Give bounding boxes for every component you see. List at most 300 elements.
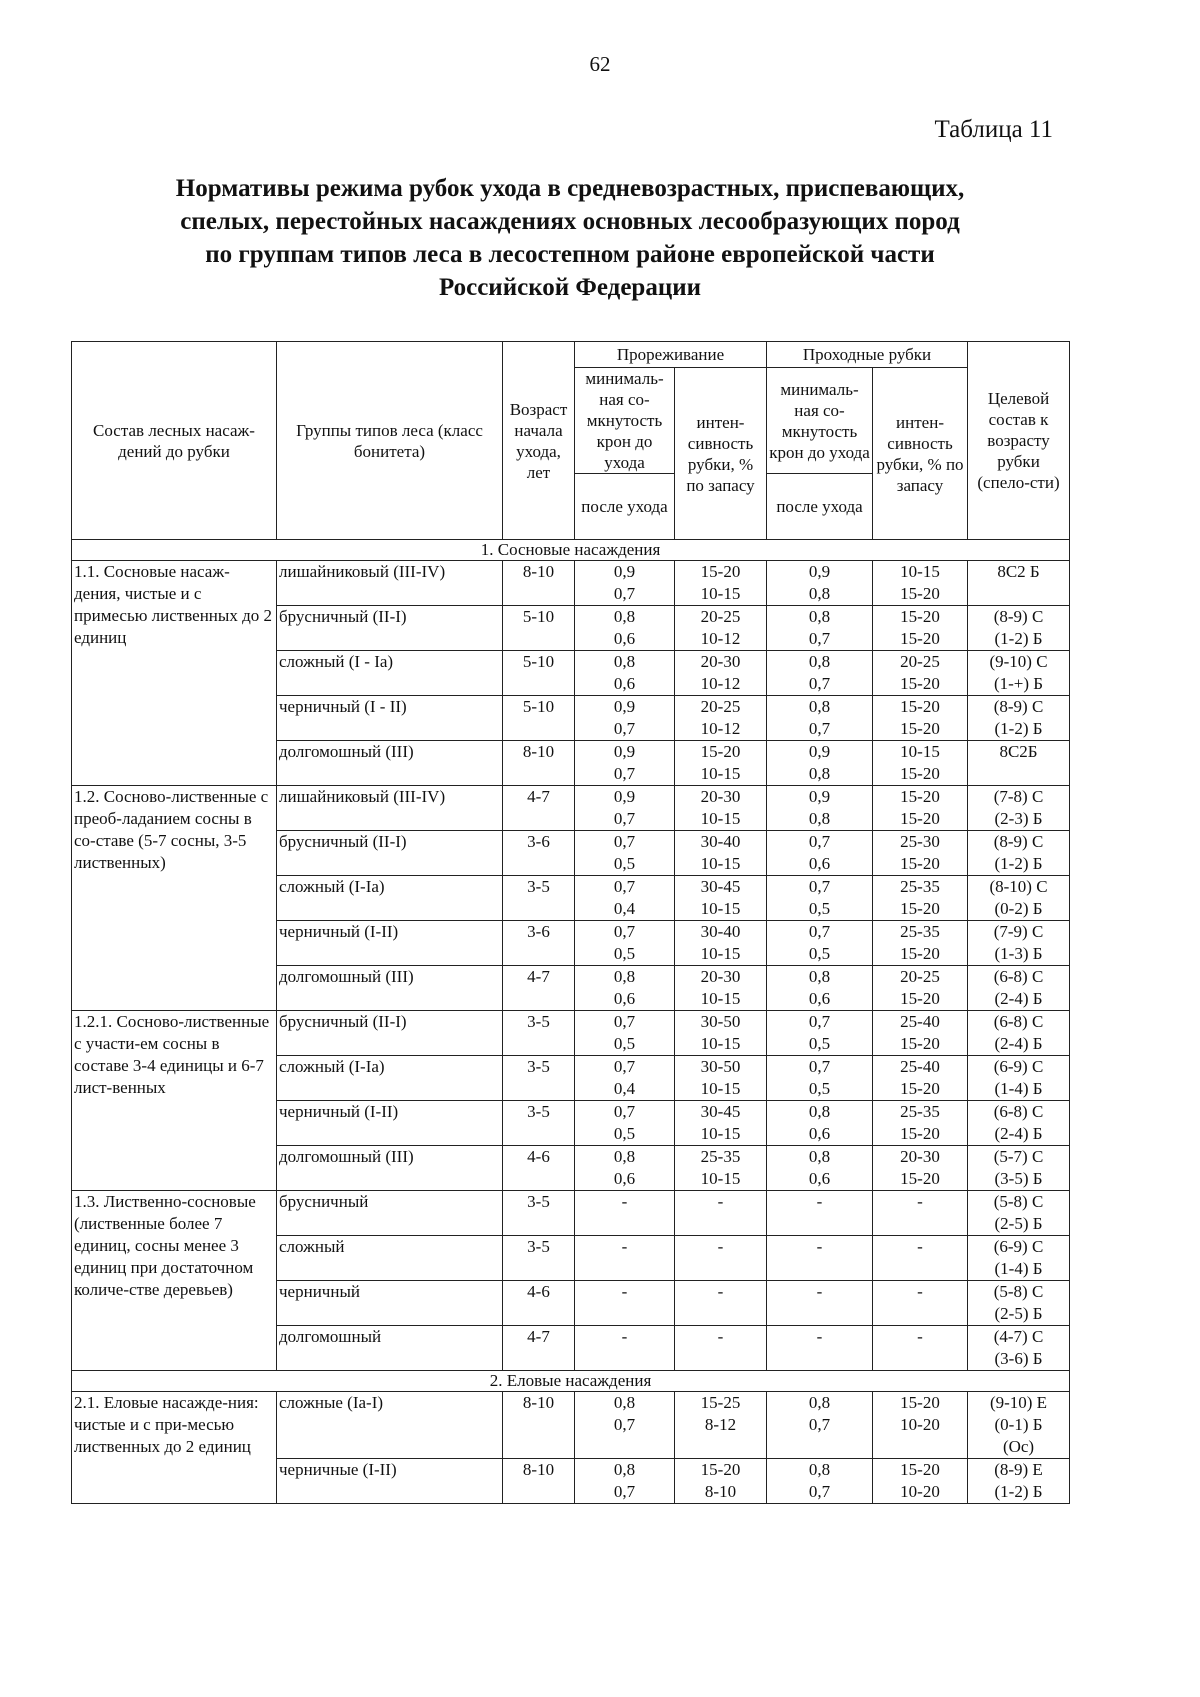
cell-value: (8-10) С [989, 877, 1048, 896]
thinning-intensity-cell [675, 1281, 767, 1326]
header-forest-types: Группы типов леса (класс бонитета) [277, 342, 503, 540]
passage-intensity-cell [873, 1101, 968, 1146]
cell-value: 25-35 [900, 1102, 940, 1121]
cell-value: 0,9 [613, 787, 636, 806]
cell-value: 10-15 [900, 742, 940, 761]
cell-value: 15-20 [900, 809, 940, 828]
start-age-cell: 8-10 [503, 741, 575, 786]
forest-type-cell: черничный (I-II) [277, 1101, 503, 1146]
passage-intensity-cell [873, 606, 968, 651]
cell-value [677, 1348, 764, 1370]
cell-value: - [816, 1192, 823, 1211]
passage-intensity-cell [873, 1326, 968, 1371]
start-age-cell: 4-6 [503, 1146, 575, 1191]
start-age-cell: 4-7 [503, 966, 575, 1011]
thinning-intensity-cell [675, 1191, 767, 1236]
forest-type-cell: черничный (I - II) [277, 696, 503, 741]
passage-density-cell [767, 1236, 873, 1281]
cell-value: 0,8 [613, 1460, 636, 1479]
start-age-cell: 4-6 [503, 1281, 575, 1326]
cell-value [875, 1348, 965, 1370]
cell-value: 0,8 [613, 607, 636, 626]
thinning-density-cell [575, 1392, 675, 1459]
start-age-cell: 8-10 [503, 561, 575, 606]
passage-density-cell [767, 1326, 873, 1371]
thinning-intensity-cell [675, 1236, 767, 1281]
table-row [72, 561, 1070, 606]
cell-value: (6-9) С [993, 1237, 1044, 1256]
table-row [72, 786, 1070, 831]
cell-value: 0,8 [808, 1393, 831, 1412]
target-composition-cell [968, 1146, 1070, 1191]
passage-density-cell [767, 606, 873, 651]
cell-value: 0,5 [613, 1124, 636, 1143]
start-age-cell: 4-7 [503, 786, 575, 831]
target-composition-cell [968, 561, 1070, 606]
composition-cell: 1.2. Сосново-лиственные с преоб-ладанием сосны в со-ставе (5-7 сосны, 3-5 лиственных) [72, 786, 277, 1011]
cell-value [577, 1436, 672, 1458]
cell-value: 10-20 [900, 1415, 940, 1434]
passage-density-cell [767, 1146, 873, 1191]
cell-value: 15-20 [700, 1460, 741, 1479]
forest-type-cell: лишайниковый (III-IV) [277, 786, 503, 831]
passage-density-cell [767, 876, 873, 921]
cell-value [677, 1213, 764, 1235]
cell-value: - [816, 1237, 823, 1256]
cell-value: 0,7 [808, 1415, 831, 1434]
cell-value [769, 1436, 870, 1458]
thinning-density-cell [575, 1281, 675, 1326]
thinning-intensity-cell [675, 1011, 767, 1056]
composition-cell: 1.2.1. Сосново-лиственные с участи-ем сосны в составе 3-4 единицы и 6-7 лист-венных [72, 1011, 277, 1191]
thinning-density-cell [575, 1011, 675, 1056]
cell-value: 0,5 [613, 1034, 636, 1053]
cell-value: 0,4 [613, 1079, 636, 1098]
cell-value: 0,7 [613, 877, 636, 896]
thinning-density-cell [575, 1101, 675, 1146]
cell-value: 25-35 [900, 877, 940, 896]
thinning-density-cell [575, 786, 675, 831]
passage-intensity-cell [873, 741, 968, 786]
target-composition-cell [968, 741, 1070, 786]
cell-value: (7-9) С [993, 922, 1044, 941]
cell-value: 8С2Б [999, 742, 1038, 761]
forest-type-cell: долгомошный [277, 1326, 503, 1371]
cell-value: 30-45 [700, 877, 741, 896]
start-age-cell: 5-10 [503, 606, 575, 651]
target-composition-cell [968, 1011, 1070, 1056]
cell-value: - [621, 1192, 628, 1211]
cell-value: (2-4) Б [994, 989, 1043, 1008]
cell-value: 30-50 [700, 1012, 741, 1031]
cell-value: 15-20 [900, 697, 940, 716]
cell-value: 0,9 [808, 742, 831, 761]
title-line: Нормативы режима рубок ухода в средневозрастных, приспевающих, [175, 175, 965, 202]
cell-value: (1-2) Б [994, 719, 1043, 738]
thinning-density-cell [575, 966, 675, 1011]
cell-value: 10-20 [900, 1482, 940, 1501]
cell-value: 10-15 [700, 1034, 741, 1053]
page-number: 62 [589, 52, 611, 76]
header-composition: Состав лесных насаж-дений до рубки [72, 342, 277, 540]
cell-value: - [621, 1282, 628, 1301]
cell-value: 0,7 [808, 922, 831, 941]
cell-value: 0,7 [613, 832, 636, 851]
cell-value: 0,8 [808, 967, 831, 986]
cell-value: 0,6 [808, 854, 831, 873]
cell-value: 0,7 [613, 809, 636, 828]
cell-value: - [717, 1282, 724, 1301]
cell-value: (9-10) С [989, 652, 1048, 671]
cell-value: 30-40 [700, 832, 741, 851]
passage-density-cell [767, 1191, 873, 1236]
norms-table [71, 341, 1070, 1504]
header-thinning: Прореживание [575, 342, 767, 368]
forest-type-cell: брусничный [277, 1191, 503, 1236]
thinning-intensity-cell [675, 1392, 767, 1459]
cell-value: (3-5) Б [994, 1169, 1043, 1188]
cell-value: 15-20 [900, 764, 940, 783]
cell-value: 0,8 [808, 584, 831, 603]
thinning-density-cell [575, 651, 675, 696]
cell-value: 15-20 [900, 1169, 940, 1188]
cell-value: 10-15 [700, 809, 741, 828]
cell-value: - [816, 1282, 823, 1301]
cell-value: 25-40 [900, 1012, 940, 1031]
thinning-density-cell [575, 831, 675, 876]
cell-value: (9-10) Е [989, 1393, 1048, 1412]
cell-value: (8-9) Е [994, 1460, 1043, 1479]
cell-value [970, 583, 1067, 605]
target-composition-cell [968, 831, 1070, 876]
cell-value: 10-15 [700, 944, 741, 963]
passage-intensity-cell [873, 1459, 968, 1504]
cell-value: 10-15 [700, 584, 741, 603]
cell-value: (8-9) С [993, 697, 1044, 716]
passage-intensity-cell [873, 1236, 968, 1281]
thinning-intensity-cell [675, 876, 767, 921]
cell-value: (2-3) Б [994, 809, 1043, 828]
cell-value: (6-9) С [993, 1057, 1044, 1076]
cell-value: 15-20 [900, 944, 940, 963]
cell-value: 0,9 [808, 787, 831, 806]
cell-value: 20-25 [900, 652, 940, 671]
header-thinning-intensity: интен-сивность рубки, % по запасу [675, 368, 767, 540]
target-composition-cell [968, 966, 1070, 1011]
cell-value: 20-30 [700, 787, 741, 806]
cell-value: 0,8 [613, 967, 636, 986]
target-composition-cell [968, 1281, 1070, 1326]
cell-value [769, 1258, 870, 1280]
cell-value: 0,6 [613, 989, 636, 1008]
cell-value: (7-8) С [993, 787, 1044, 806]
thinning-intensity-cell [675, 921, 767, 966]
passage-intensity-cell [873, 1011, 968, 1056]
passage-intensity-cell [873, 966, 968, 1011]
cell-value: 0,8 [808, 697, 831, 716]
cell-value: - [717, 1327, 724, 1346]
cell-value: 0,8 [808, 1460, 831, 1479]
cell-value: 0,5 [613, 944, 636, 963]
cell-value: (5-7) С [993, 1147, 1044, 1166]
cell-value: 30-40 [700, 922, 741, 941]
cell-value: 0,7 [808, 1482, 831, 1501]
cell-value [769, 1303, 870, 1325]
target-composition-cell [968, 1326, 1070, 1371]
forest-type-cell: черничный [277, 1281, 503, 1326]
table-row [72, 1011, 1070, 1056]
cell-value: 8-10 [704, 1482, 737, 1501]
cell-value [875, 1303, 965, 1325]
cell-value: - [917, 1237, 923, 1256]
target-composition-cell [968, 606, 1070, 651]
cell-value: 0,6 [613, 674, 636, 693]
cell-value: (4-7) С [993, 1327, 1044, 1346]
cell-value: 25-35 [900, 922, 940, 941]
cell-value: 10-12 [700, 719, 741, 738]
cell-value: (0-2) Б [994, 899, 1043, 918]
cell-value: 0,7 [808, 629, 831, 648]
forest-type-cell: сложный (I - Ia) [277, 651, 503, 696]
cell-value: - [816, 1327, 823, 1346]
start-age-cell: 3-5 [503, 876, 575, 921]
composition-cell: 2.1. Еловые насажде-ния: чистые и с при-месью лиственных до 2 единиц [72, 1392, 277, 1504]
title-line: Российской Федерации [438, 274, 702, 301]
cell-value: 0,6 [808, 1169, 831, 1188]
cell-value: 15-20 [900, 854, 940, 873]
target-composition-cell [968, 1191, 1070, 1236]
cell-value: (1-+) Б [993, 674, 1044, 693]
cell-value: 20-30 [900, 1147, 940, 1166]
start-age-cell: 3-5 [503, 1056, 575, 1101]
cell-value: (1-2) Б [994, 854, 1043, 873]
passage-intensity-cell [873, 1146, 968, 1191]
thinning-intensity-cell [675, 831, 767, 876]
forest-type-cell: черничные (I-II) [277, 1459, 503, 1504]
cell-value: (Ос) [1002, 1437, 1035, 1456]
start-age-cell: 3-5 [503, 1236, 575, 1281]
cell-value: 10-12 [700, 629, 741, 648]
forest-type-cell: сложные (Iа-I) [277, 1392, 503, 1459]
cell-value: 15-20 [700, 562, 741, 581]
cell-value: 0,7 [613, 922, 636, 941]
cell-value: (2-5) Б [994, 1304, 1043, 1323]
section-row [72, 1371, 1070, 1392]
passage-intensity-cell [873, 1191, 968, 1236]
cell-value: 0,7 [808, 674, 831, 693]
cell-value: 0,8 [808, 809, 831, 828]
thinning-density-cell [575, 741, 675, 786]
thinning-intensity-cell [675, 696, 767, 741]
cell-value: 0,5 [808, 944, 831, 963]
thinning-intensity-cell [675, 1101, 767, 1146]
cell-value: (2-5) Б [994, 1214, 1043, 1233]
cell-value [577, 1348, 672, 1370]
thinning-density-cell [575, 561, 675, 606]
start-age-cell: 5-10 [503, 651, 575, 696]
cell-value: 0,8 [808, 607, 831, 626]
cell-value: (5-8) С [993, 1192, 1044, 1211]
cell-value: 15-20 [900, 719, 940, 738]
cell-value: 0,7 [613, 1102, 636, 1121]
cell-value: 0,8 [808, 1147, 831, 1166]
cell-value: 0,7 [808, 719, 831, 738]
start-age-cell: 5-10 [503, 696, 575, 741]
cell-value: 15-20 [900, 899, 940, 918]
cell-value: 25-40 [900, 1057, 940, 1076]
cell-value: 0,6 [808, 989, 831, 1008]
cell-value: 20-30 [700, 967, 741, 986]
passage-intensity-cell [873, 651, 968, 696]
cell-value: (1-4) Б [994, 1079, 1043, 1098]
thinning-density-cell [575, 696, 675, 741]
cell-value: 25-35 [700, 1147, 741, 1166]
cell-value: - [917, 1327, 923, 1346]
cell-value: 10-15 [900, 562, 940, 581]
forest-type-cell: долгомошный (III) [277, 1146, 503, 1191]
target-composition-cell [968, 1101, 1070, 1146]
cell-value: - [621, 1237, 628, 1256]
passage-density-cell [767, 1101, 873, 1146]
cell-value: 15-20 [900, 1460, 940, 1479]
forest-type-cell: брусничный (II-I) [277, 1011, 503, 1056]
cell-value: 0,4 [613, 899, 636, 918]
composition-cell: 1.3. Лиственно-сосновые (лиственные более 7 единиц, сосны менее 3 единиц при достаточном количе-стве деревьев) [72, 1191, 277, 1371]
cell-value: (1-4) Б [994, 1259, 1043, 1278]
table-header [72, 342, 1070, 540]
table-title [110, 172, 1030, 304]
cell-value: (1-3) Б [994, 944, 1043, 963]
cell-value: 10-15 [700, 1169, 741, 1188]
passage-density-cell [767, 1011, 873, 1056]
thinning-intensity-cell [675, 606, 767, 651]
table-body [72, 540, 1070, 1504]
cell-value: 15-20 [900, 989, 940, 1008]
start-age-cell: 3-5 [503, 1101, 575, 1146]
cell-value: - [717, 1192, 724, 1211]
title-line: спелых, перестойных насаждениях основных лесообразующих пород [180, 208, 960, 235]
start-age-cell: 4-7 [503, 1326, 575, 1371]
cell-value: 15-20 [900, 584, 940, 603]
cell-value: 15-20 [900, 674, 940, 693]
passage-intensity-cell [873, 1392, 968, 1459]
thinning-density-cell [575, 1056, 675, 1101]
start-age-cell: 3-6 [503, 831, 575, 876]
target-composition-cell [968, 786, 1070, 831]
cell-value: 0,6 [808, 1124, 831, 1143]
passage-intensity-cell [873, 831, 968, 876]
cell-value: 0,5 [808, 1034, 831, 1053]
cell-value [875, 1213, 965, 1235]
thinning-density-cell [575, 1326, 675, 1371]
cell-value: 10-12 [700, 674, 741, 693]
target-composition-cell [968, 1056, 1070, 1101]
cell-value: 25-30 [900, 832, 940, 851]
cell-value: 0,9 [613, 562, 636, 581]
cell-value: (8-9) С [993, 832, 1044, 851]
cell-value: (6-8) С [993, 1012, 1044, 1031]
cell-value: 0,8 [808, 652, 831, 671]
cell-value: 15-20 [700, 742, 741, 761]
header-passage-min-density: минималь-ная со-мкнутость крон до ухода [767, 368, 873, 474]
cell-value: 0,7 [613, 764, 636, 783]
cell-value: 10-15 [700, 899, 741, 918]
forest-type-cell: сложный [277, 1236, 503, 1281]
cell-value: 0,7 [613, 1482, 636, 1501]
cell-value: (8-9) С [993, 607, 1044, 626]
target-composition-cell [968, 921, 1070, 966]
thinning-density-cell [575, 876, 675, 921]
cell-value: 0,8 [613, 1147, 636, 1166]
cell-value: (3-6) Б [994, 1349, 1043, 1368]
cell-value [677, 1303, 764, 1325]
cell-value: 10-15 [700, 1124, 741, 1143]
thinning-density-cell [575, 1236, 675, 1281]
start-age-cell: 8-10 [503, 1459, 575, 1504]
target-composition-cell [968, 1392, 1070, 1459]
cell-value: 15-20 [900, 1034, 940, 1053]
cell-value: 0,7 [613, 719, 636, 738]
cell-value: 0,5 [808, 899, 831, 918]
cell-value: 15-20 [900, 787, 940, 806]
header-passage-after-care: после ухода [767, 474, 873, 540]
cell-value: (0-1) Б [994, 1415, 1043, 1434]
thinning-density-cell [575, 921, 675, 966]
forest-type-cell: лишайниковый (III-IV) [277, 561, 503, 606]
forest-type-cell: сложный (I-Ia) [277, 876, 503, 921]
cell-value: - [917, 1282, 923, 1301]
cell-value: 10-15 [700, 989, 741, 1008]
cell-value [769, 1348, 870, 1370]
thinning-intensity-cell [675, 786, 767, 831]
thinning-intensity-cell [675, 1056, 767, 1101]
cell-value: 15-20 [900, 607, 940, 626]
passage-density-cell [767, 741, 873, 786]
passage-intensity-cell [873, 786, 968, 831]
thinning-density-cell [575, 1146, 675, 1191]
cell-value [875, 1436, 965, 1458]
thinning-intensity-cell [675, 1459, 767, 1504]
header-target-composition: Целевой состав к возрасту рубки (спело-сти) [968, 342, 1070, 540]
cell-value: 20-25 [900, 967, 940, 986]
cell-value: (2-4) Б [994, 1034, 1043, 1053]
cell-value [577, 1303, 672, 1325]
cell-value: (5-8) С [993, 1282, 1044, 1301]
passage-intensity-cell [873, 696, 968, 741]
thinning-intensity-cell [675, 741, 767, 786]
cell-value: 15-25 [700, 1393, 741, 1412]
header-passage-cuttings: Проходные рубки [767, 342, 968, 368]
cell-value: 0,8 [808, 1102, 831, 1121]
cell-value [677, 1436, 764, 1458]
forest-type-cell: черничный (I-II) [277, 921, 503, 966]
thinning-intensity-cell [675, 561, 767, 606]
passage-density-cell [767, 966, 873, 1011]
passage-density-cell [767, 1392, 873, 1459]
target-composition-cell [968, 876, 1070, 921]
cell-value: - [621, 1327, 628, 1346]
passage-density-cell [767, 696, 873, 741]
cell-value: (1-2) Б [994, 629, 1043, 648]
header-thinning-after-care: после ухода [575, 474, 675, 540]
cell-value: (1-2) Б [994, 1482, 1043, 1501]
title-line: по группам типов леса в лесостепном районе европейской части [205, 241, 935, 268]
section-title: 1. Сосновые насаждения [72, 540, 1070, 561]
cell-value [577, 1213, 672, 1235]
cell-value [577, 1258, 672, 1280]
thinning-density-cell [575, 606, 675, 651]
header-passage-intensity: интен-сивность рубки, % по запасу [873, 368, 968, 540]
